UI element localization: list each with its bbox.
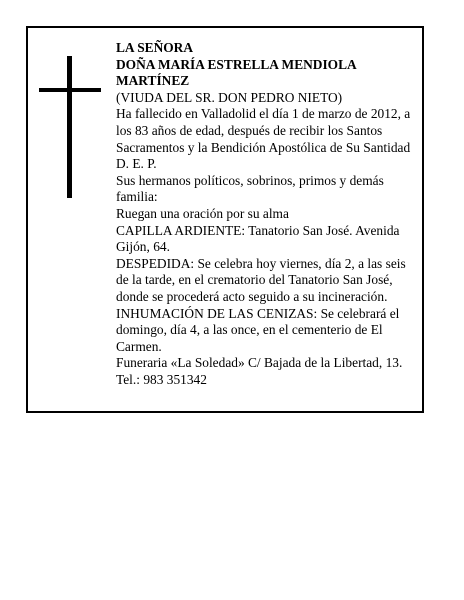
cross-horizontal-bar xyxy=(39,88,101,92)
cross-vertical-bar xyxy=(67,56,72,198)
family-line: Sus hermanos políticos, sobrinos, primos y demás familia: xyxy=(116,172,384,205)
obituary-text xyxy=(116,40,418,388)
notice-title: LA SEÑORA xyxy=(116,40,194,55)
widow-line: (VIUDA DEL SR. DON PEDRO NIETO) xyxy=(116,89,343,105)
dep-line: D. E. P. xyxy=(116,156,157,172)
phone-line: Tel.: 983 351342 xyxy=(116,371,207,387)
farewell-line: DESPEDIDA: Se celebra hoy viernes, día 2, a las seis de la tarde, en el crematorio del Tanatorio San José, donde se procederá acto seguido a su incineración. xyxy=(116,255,406,304)
ashes-line: INHUMACIÓN DE LAS CENIZAS: Se celebrará el domingo, día 4, a las once, en el cementerio de El Carmen. xyxy=(116,305,400,354)
death-paragraph: Ha fallecido en Valladolid el día 1 de marzo de 2012, a los 83 años de edad, después de recibir los Santos Sacramentos y la Bendición Apostólica de Su Santidad xyxy=(116,106,411,155)
obituary-notice xyxy=(26,26,424,413)
chapel-line: CAPILLA ARDIENTE: Tanatorio San José. Avenida Gijón, 64. xyxy=(116,222,400,255)
deceased-name: DOÑA MARÍA ESTRELLA MENDIOLA MARTÍNEZ xyxy=(116,56,356,89)
funeral-home-line: Funeraria «La Soledad» C/ Bajada de la Libertad, 13. xyxy=(116,355,403,371)
prayer-line: Ruegan una oración por su alma xyxy=(116,205,289,221)
